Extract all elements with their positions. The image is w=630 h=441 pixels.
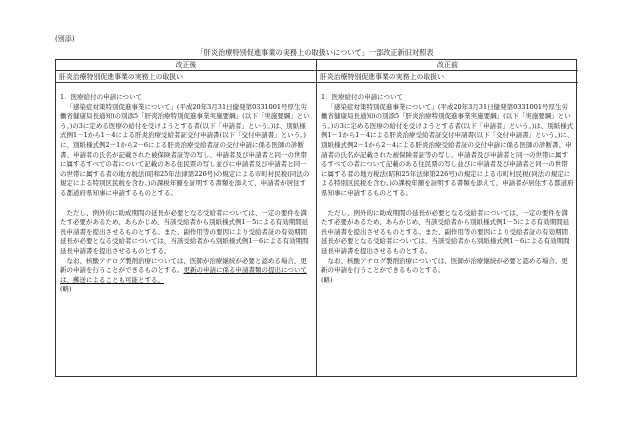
new-paragraph-3-amendment: 更新の申請に係る申請書類の提出については、郵送によることも可能とする。 (60, 266, 307, 284)
old-section-heading: 1．医療給付の申請について (321, 93, 404, 101)
new-omitted: (略) (60, 285, 72, 294)
old-paragraph-1: 「感染症対策特別促進事業について」(平成20年3月31日健発第0331001号厚生労働省健康局長通知)の別添5「肝炎治療特別促進事業実施要綱」(以下「実施要綱」という。)の3に定める医療の給付を受けようとする者(以下「申請者」という。)は、別紙様式例1－1から1－4による肝炎治療受給者証交付申請書(以下「交付申請書」という。)に、別紙様式例2－1から2－4による肝炎治療受給者証の交付申請に係る医師の診断書、申請者の氏名が記載された被保険者証等の写し、申請者及び申請者と同一の世帯に属するすべての者について記載のある住民票の写し並びに申請者及び申請者と同一の世帯に属する者の地方税法(昭和25年法律第226号)の規定による市町村民税(同法の規定による特別区民税を含む。)の課税年額を証明する書類を添えて、申請者が居住する都道府県知事に申請するものとする。 (321, 102, 574, 197)
new-paragraph-2: ただし、例外的に助成期間の延長が必要となる受給者については、一定の要件を満たす必要があるため、あらかじめ、当該受給者から別紙様式例1－5による有効期間延長申請書を提出させるものとする。また、副作用等の要因により受給者証の有効期間延長が必要となる受給者については、当該受給者から別紙様式例1－6による有効期間延長申請書を提出させるものとする。 (60, 208, 309, 255)
attachment-label: (別添) (55, 35, 75, 43)
old-paragraph-2: ただし、例外的に助成期間の延長が必要となる受給者については、一定の要件を満たす必要があるため、あらかじめ、当該受給者から別紙様式例1－5による有効期間延長申請書を提出させるものとする。また、副作用等の要因により受給者証の有効期間延長が必要となる受給者については、当該受給者から別紙様式例1－6による有効期間延長申請書を提出させるものとする。 (321, 208, 570, 255)
old-doc-title: 肝炎治療特別促進事業の実務上の取扱い (317, 71, 578, 83)
new-doc-title: 肝炎治療特別促進事業の実務上の取扱い (56, 71, 316, 83)
old-body (317, 83, 578, 285)
old-paragraph-3: なお、核酸アナログ製剤治療については、医師が治療継続が必要と認める場合、更新の申請を行うことができるものとする。 (321, 256, 568, 275)
column-old (317, 71, 578, 376)
header-new: 改正後 (56, 60, 317, 71)
comparison-table (55, 59, 577, 377)
new-section-heading: 1．医療給付の申請について (60, 93, 143, 101)
new-paragraph-1: 「感染症対策特別促進事業について」(平成20年3月31日健発第0331001号厚生労働省健康局長通知)の別添5「肝炎治療特別促進事業実施要綱」(以下「実施要綱」という。)の3に定める医療の給付を受けようとする者(以下「申請者」という。)は、別紙様式例1－1から1－4による肝炎治療受給者証交付申請書(以下「交付申請書」という。)に、別紙様式例2－1から2－6による肝炎治療受給者証の交付申請に係る医師の診断書、申請者の氏名が記載された被保険者証等の写し、申請者及び申請者と同一の世帯に属するすべての者について記載のある住民票の写し並びに申請者及び申請者と同一の世帯に属する者の地方税法(昭和25年法律第226号)の規定による市町村民税(同法の規定による特別区民税を含む。)の課税年額を証明する書類を添えて、申請者が居住する都道府県知事に申請するものとする。 (60, 102, 310, 197)
new-paragraph-3 (60, 257, 312, 286)
new-body (56, 83, 316, 295)
document-title: 「肝炎治療特別促進事業の実務上の取扱いについて」一部改正新旧対照表 (196, 48, 434, 57)
column-new (56, 71, 317, 376)
old-omitted: (略) (321, 275, 333, 284)
header-old: 改正前 (317, 60, 578, 71)
new-paragraph-3-text: なお、核酸アナログ製剤治療については、医師が治療継続が必要と認める場合、更新の申請を行うことができるものとする。 (60, 256, 307, 275)
